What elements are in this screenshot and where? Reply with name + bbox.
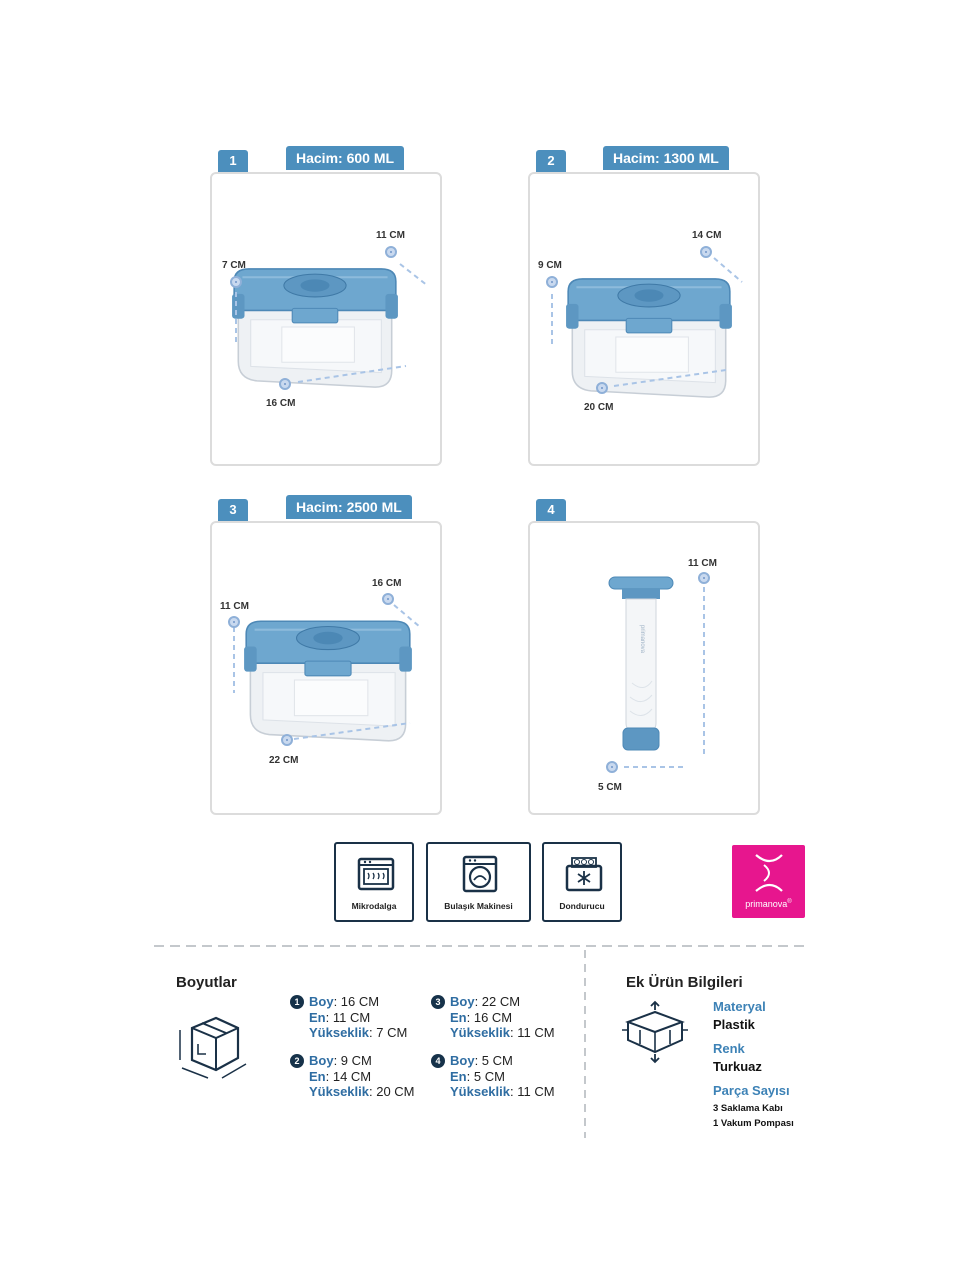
volume-label: Hacim: 2500 ML	[286, 495, 412, 519]
product-number-badge: 3	[218, 499, 248, 521]
height-label: 9 CM	[538, 260, 562, 271]
pump-brand-print: primanova	[639, 624, 645, 654]
height-label: 7 CM	[222, 260, 246, 271]
dimension-number: 3	[431, 995, 445, 1009]
dimensions-title: Boyutlar	[176, 974, 237, 991]
width-label: 16 CM	[372, 578, 402, 589]
material-value: Plastik	[713, 1017, 755, 1032]
volume-label: Hacim: 1300 ML	[603, 146, 729, 170]
material-label: Materyal	[713, 999, 766, 1014]
feature-label: Bulaşık Makinesi	[444, 901, 513, 911]
product-number-badge: 1	[218, 150, 248, 172]
dimension-block-2: Boy: 9 CM En: 14 CM Yükseklik: 20 CM	[309, 1053, 415, 1099]
dimension-number: 1	[290, 995, 304, 1009]
color-label: Renk	[713, 1041, 745, 1056]
material-layers-icon	[620, 1000, 690, 1064]
brand-name: primanova®	[745, 899, 792, 909]
dimension-number: 2	[290, 1054, 304, 1068]
height-label: 11 CM	[220, 601, 249, 612]
height-label: 11 CM	[688, 558, 717, 569]
product-number-badge: 2	[536, 150, 566, 172]
dimension-block-1: Boy: 16 CM En: 11 CM Yükseklik: 7 CM	[309, 994, 408, 1040]
width-label: 11 CM	[376, 230, 405, 241]
volume-label: Hacim: 600 ML	[286, 146, 404, 170]
dimension-number: 4	[431, 1054, 445, 1068]
color-value: Turkuaz	[713, 1059, 762, 1074]
package-box-icon	[172, 1014, 252, 1084]
length-label: 20 CM	[584, 402, 614, 413]
info-title: Ek Ürün Bilgileri	[626, 974, 743, 991]
width-label: 5 CM	[598, 782, 622, 793]
width-label: 14 CM	[692, 230, 722, 241]
length-label: 22 CM	[269, 755, 299, 766]
parts-value-2: 1 Vakum Pompası	[713, 1118, 794, 1129]
product-number-badge: 4	[536, 499, 566, 521]
parts-value-1: 3 Saklama Kabı	[713, 1103, 783, 1114]
length-label: 16 CM	[266, 398, 296, 409]
dimension-block-4: Boy: 5 CM En: 5 CM Yükseklik: 11 CM	[450, 1053, 555, 1099]
feature-label: Mikrodalga	[351, 901, 397, 911]
parts-label: Parça Sayısı	[713, 1083, 790, 1098]
dimension-block-3: Boy: 22 CM En: 16 CM Yükseklik: 11 CM	[450, 994, 555, 1040]
feature-label: Dondurucu	[559, 901, 605, 911]
